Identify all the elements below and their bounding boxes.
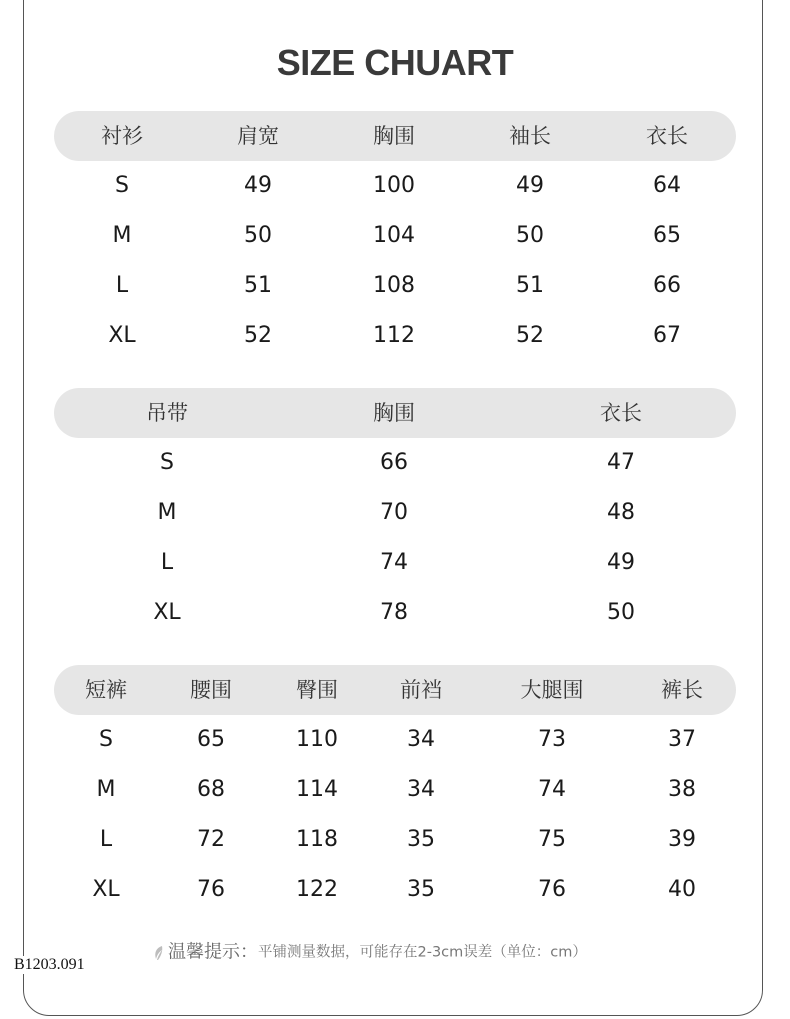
table-cell: 75 bbox=[538, 827, 566, 852]
table-cell: 49 bbox=[244, 173, 272, 198]
column-header: 衣长 bbox=[646, 124, 688, 148]
table-cell: 39 bbox=[668, 827, 696, 852]
column-header: 腰围 bbox=[190, 678, 232, 702]
page-title: SIZE CHUART bbox=[276, 42, 514, 83]
leaf-icon bbox=[152, 944, 166, 962]
size-label: M bbox=[96, 777, 116, 802]
table-cell: 47 bbox=[607, 450, 635, 475]
table-cell: 114 bbox=[296, 777, 338, 802]
table-cell: 50 bbox=[244, 223, 272, 248]
table-row bbox=[54, 438, 736, 488]
table-cell: 35 bbox=[407, 877, 435, 902]
table-row bbox=[54, 538, 736, 588]
table-cell: 122 bbox=[296, 877, 338, 902]
table-cell: 118 bbox=[296, 827, 338, 852]
table-row bbox=[54, 815, 736, 865]
column-header: 前裆 bbox=[400, 678, 442, 702]
table-cell: 104 bbox=[373, 223, 415, 248]
table-cell: 49 bbox=[516, 173, 544, 198]
table-row bbox=[54, 765, 736, 815]
camisole-table-header bbox=[54, 388, 736, 438]
column-header: 短裤 bbox=[85, 678, 127, 702]
shirt-size-table bbox=[54, 111, 736, 361]
table-row bbox=[54, 161, 736, 211]
table-cell: 49 bbox=[607, 550, 635, 575]
table-cell: 76 bbox=[197, 877, 225, 902]
table-row bbox=[54, 488, 736, 538]
table-cell: 74 bbox=[380, 550, 408, 575]
table-cell: 51 bbox=[516, 273, 544, 298]
table-cell: 66 bbox=[653, 273, 681, 298]
table-row bbox=[54, 715, 736, 765]
table-row bbox=[54, 865, 736, 915]
table-cell: 78 bbox=[380, 600, 408, 625]
shirt-table-header bbox=[54, 111, 736, 161]
column-header: 臀围 bbox=[296, 678, 338, 702]
size-label: XL bbox=[153, 600, 181, 625]
size-label: S bbox=[115, 173, 129, 198]
size-label: XL bbox=[108, 323, 136, 348]
size-label: L bbox=[99, 827, 113, 852]
table-cell: 50 bbox=[516, 223, 544, 248]
column-header: 吊带 bbox=[146, 401, 188, 425]
table-cell: 108 bbox=[373, 273, 415, 298]
column-header: 胸围 bbox=[373, 401, 415, 425]
table-cell: 51 bbox=[244, 273, 272, 298]
table-cell: 52 bbox=[244, 323, 272, 348]
product-code: B1203.091 bbox=[14, 956, 85, 973]
table-row bbox=[54, 311, 736, 361]
size-label: M bbox=[112, 223, 132, 248]
table-cell: 76 bbox=[538, 877, 566, 902]
size-label: S bbox=[99, 727, 113, 752]
table-cell: 35 bbox=[407, 827, 435, 852]
table-cell: 72 bbox=[197, 827, 225, 852]
table-cell: 70 bbox=[380, 500, 408, 525]
shorts-size-table bbox=[54, 665, 736, 915]
column-header: 裤长 bbox=[661, 678, 703, 702]
column-header: 袖长 bbox=[509, 124, 551, 148]
table-cell: 52 bbox=[516, 323, 544, 348]
column-header: 衣长 bbox=[600, 401, 642, 425]
table-cell: 67 bbox=[653, 323, 681, 348]
size-label: L bbox=[115, 273, 129, 298]
table-cell: 68 bbox=[197, 777, 225, 802]
table-cell: 50 bbox=[607, 600, 635, 625]
size-label: S bbox=[160, 450, 174, 475]
table-cell: 100 bbox=[373, 173, 415, 198]
table-cell: 66 bbox=[380, 450, 408, 475]
table-cell: 74 bbox=[538, 777, 566, 802]
column-header: 大腿围 bbox=[520, 678, 584, 702]
table-cell: 48 bbox=[607, 500, 635, 525]
tip-lead: 温馨提示： bbox=[168, 941, 258, 963]
column-header: 肩宽 bbox=[237, 124, 279, 148]
table-cell: 38 bbox=[668, 777, 696, 802]
column-header: 胸围 bbox=[373, 124, 415, 148]
column-header: 衬衫 bbox=[101, 124, 143, 148]
shorts-table-header bbox=[54, 665, 736, 715]
table-cell: 40 bbox=[668, 877, 696, 902]
table-cell: 65 bbox=[653, 223, 681, 248]
table-row bbox=[54, 261, 736, 311]
table-row bbox=[54, 588, 736, 638]
table-row bbox=[54, 211, 736, 261]
camisole-size-table bbox=[54, 388, 736, 638]
table-cell: 34 bbox=[407, 727, 435, 752]
table-cell: 65 bbox=[197, 727, 225, 752]
size-label: M bbox=[157, 500, 177, 525]
table-cell: 34 bbox=[407, 777, 435, 802]
table-cell: 73 bbox=[538, 727, 566, 752]
table-cell: 112 bbox=[373, 323, 415, 348]
table-cell: 110 bbox=[296, 727, 338, 752]
table-cell: 37 bbox=[668, 727, 696, 752]
measurement-tip bbox=[152, 938, 587, 966]
tip-text: 平铺测量数据，可能存在2-3cm误差（单位：cm） bbox=[258, 944, 587, 961]
table-cell: 64 bbox=[653, 173, 681, 198]
size-label: L bbox=[160, 550, 174, 575]
size-label: XL bbox=[92, 877, 120, 902]
